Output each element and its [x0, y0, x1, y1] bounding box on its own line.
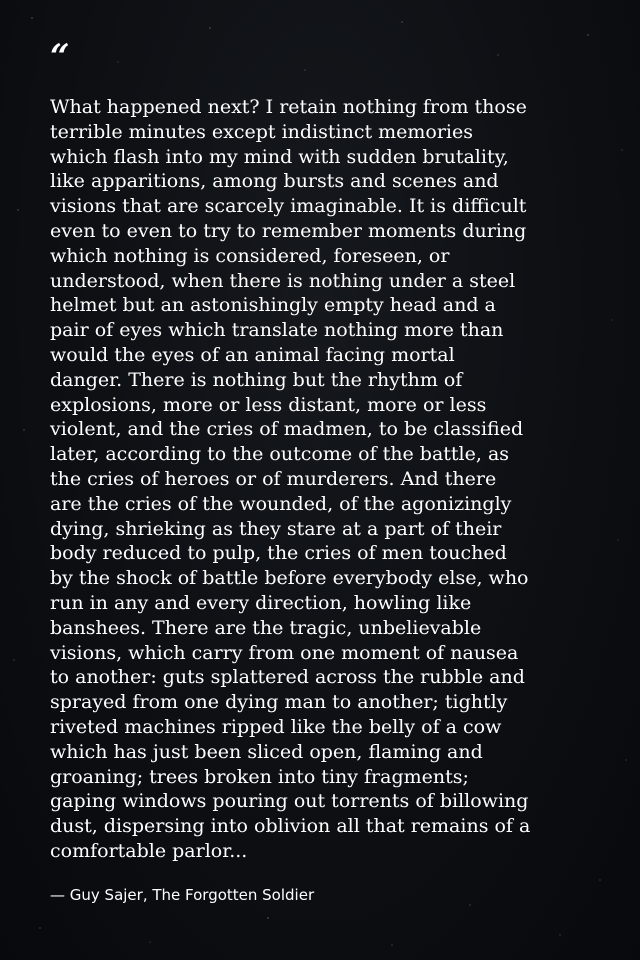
star: [150, 942, 151, 943]
quote-attribution: — Guy Sajer, The Forgotten Soldier: [50, 886, 315, 904]
star: [209, 27, 210, 28]
quote-body: What happened next? I retain nothing from those terrible minutes except indistinct memories which flash into my mind with sudden brutality, like apparitions, among bursts and scenes and visions that are scarcely imaginable. It is difficult even to even to try to remember moments during which nothing is considered, foreseen, or understood, when there is nothing under a steel helmet but an astonishingly empty head and a pair of eyes which translate nothing more than would the eyes of an animal facing mortal danger. There is nothing but the rhythm of explosions, more or less distant, more or less violent, and the cries of madmen, to be classified later, according to the outcome of the battle, as the cries of heroes or of murderers. And there are the cries of the wounded, of the agonizingly dying, shrieking as they stare at a part of their body reduced to pulp, the cries of men touched by the shock of battle before everybody else, who run in any and every direction, howling like banshees. There are the tragic, unbelievable visions, which carry from one moment of nausea to another: guts splattered across the rubble and sprayed from one dying man to another; tightly riveted machines ripped like the belly of a cow which has just been sliced open, flaming and groaning; trees broken into tiny fragments; gaping windows pouring out torrents of billowing dust, dispersing into oblivion all that remains of a comfortable parlor...: [50, 96, 531, 862]
star: [560, 935, 561, 936]
star: [31, 17, 32, 18]
star: [626, 760, 627, 761]
star: [612, 320, 613, 321]
star: [469, 904, 470, 905]
star: [622, 150, 623, 151]
star: [118, 62, 119, 63]
star: [267, 917, 268, 918]
open-quote-mark: “: [50, 37, 70, 77]
star: [13, 659, 14, 660]
star: [599, 879, 600, 880]
star: [23, 429, 24, 430]
star: [17, 209, 18, 210]
star: [618, 540, 619, 541]
star: [498, 55, 499, 56]
star: [39, 927, 40, 928]
star: [392, 945, 393, 946]
star: [401, 21, 402, 22]
star: [305, 70, 306, 71]
star: [587, 34, 588, 35]
